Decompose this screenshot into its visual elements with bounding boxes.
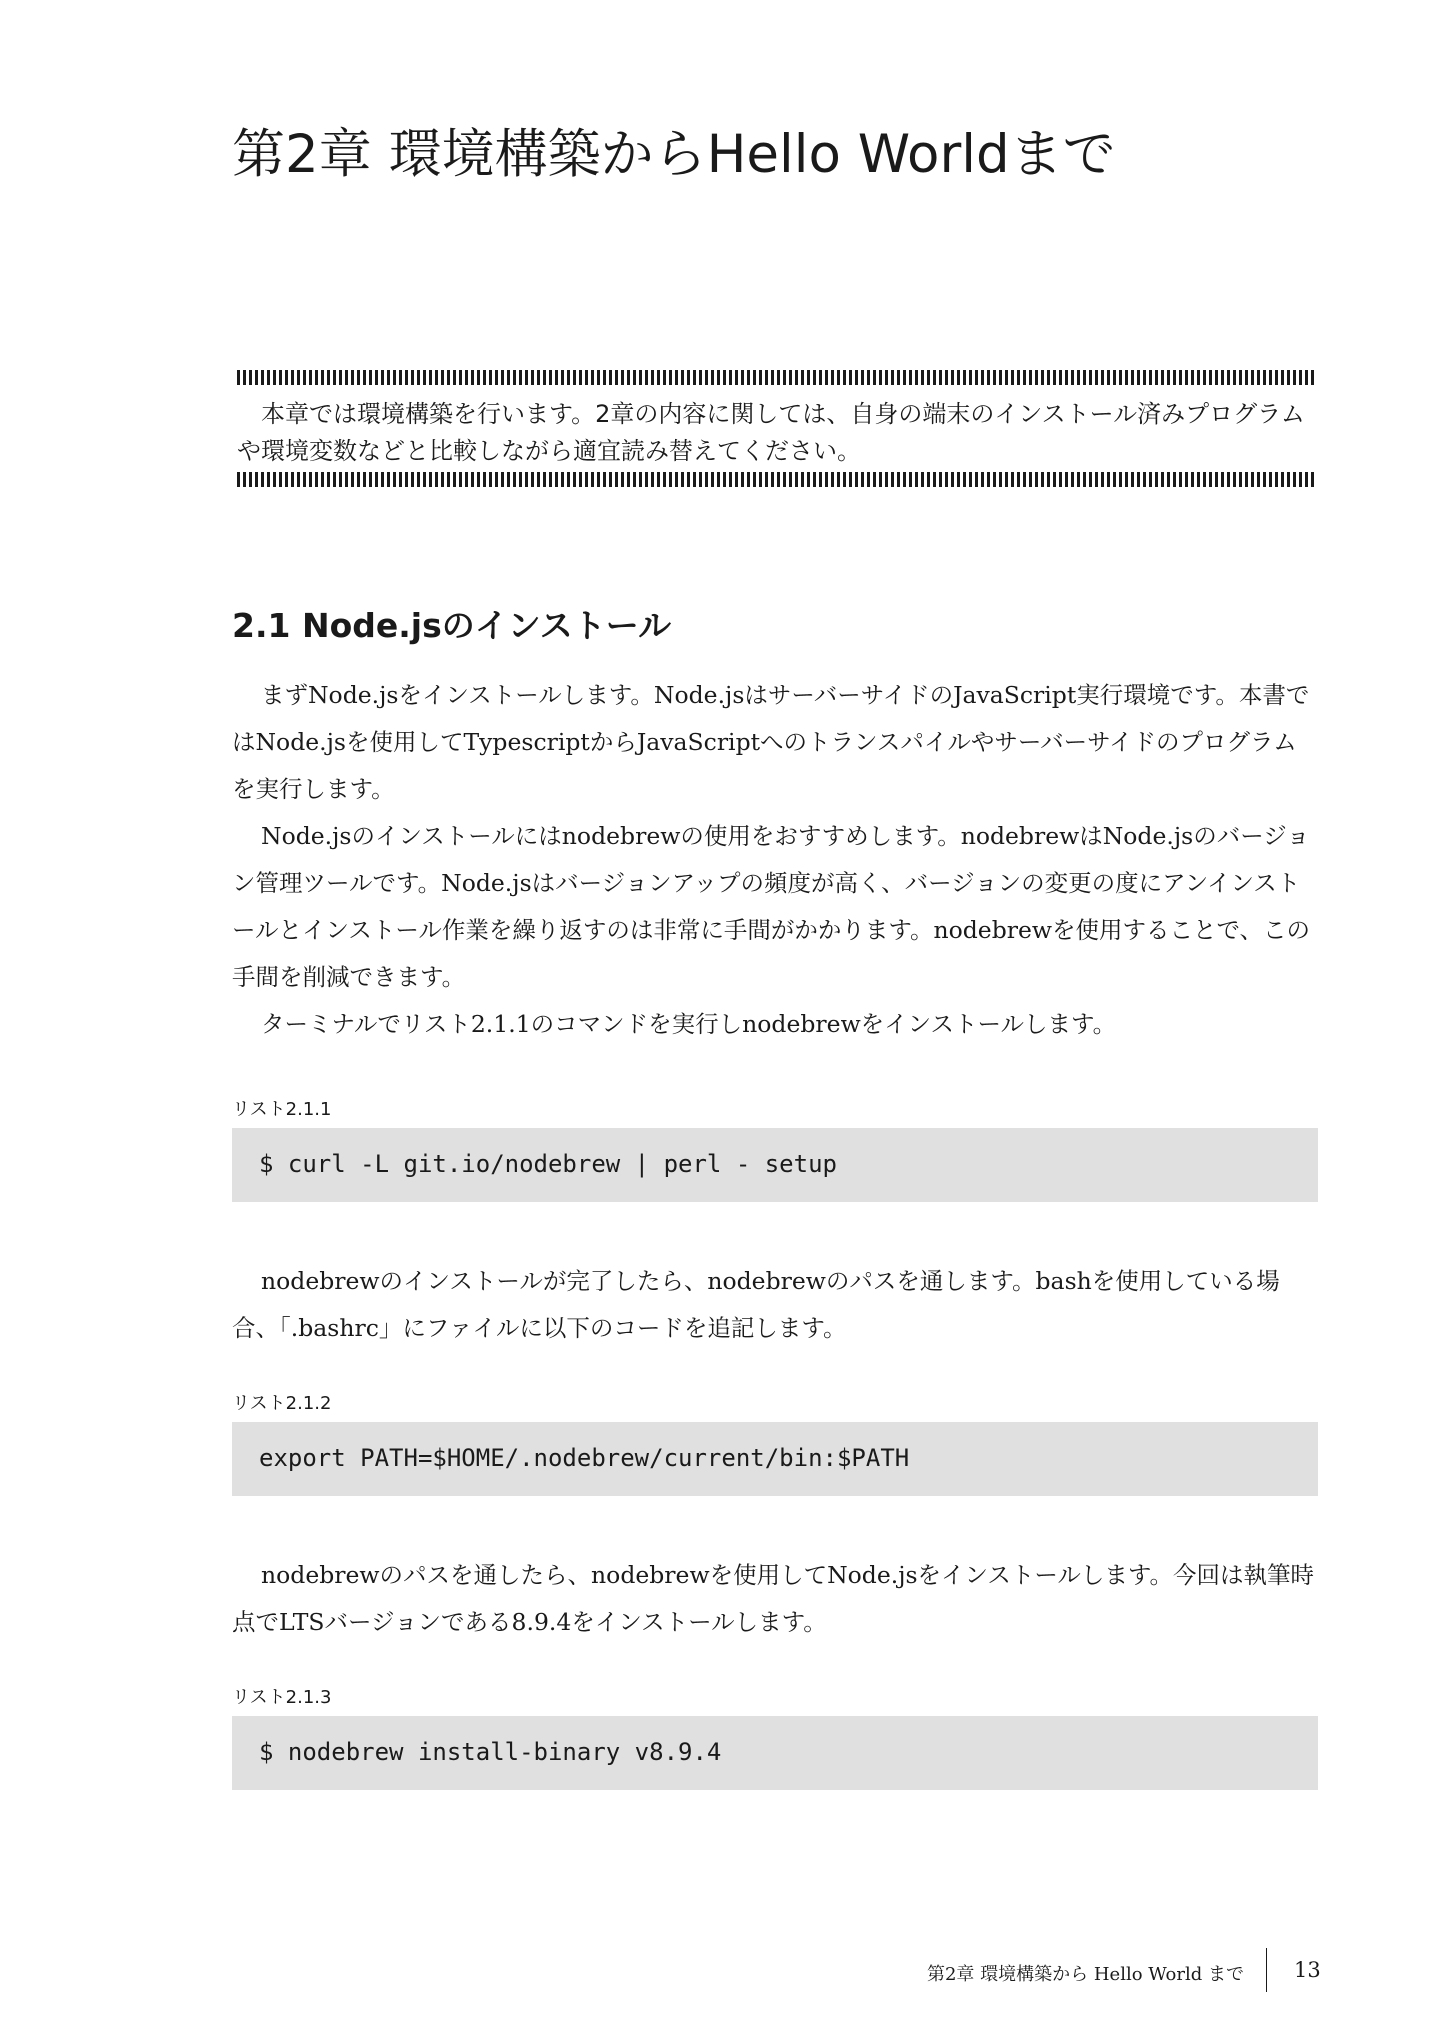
body-paragraph: Node.jsのインストールにはnodebrewの使用をおすすめします。nodebrewはNode.jsのバージョン管理ツールです。Node.jsはバージョンアップの頻度が高く、バージョンの変更の度にアンインストールとインストール作業を繰り返すのは非常に手間がかかります。nodebrewを使用することで、この手間を削減できます。 [232, 822, 1311, 991]
intro-box-bottom-rule [237, 472, 1315, 487]
intro-box-top-rule [237, 370, 1315, 385]
body-paragraph: nodebrewのインストールが完了したら、nodebrewのパスを通します。bashを使用している場合、「.bashrc」にファイルに以下のコードを追記します。 [232, 1267, 1280, 1342]
code-block [232, 1716, 1318, 1790]
footer-divider [1266, 1948, 1267, 1992]
body-paragraph: nodebrewのパスを通したら、nodebrewを使用してNode.jsをインストールします。今回は執筆時点でLTSバージョンである8.9.4をインストールします。 [232, 1561, 1314, 1636]
code-line: export PATH=$HOME/.nodebrew/current/bin:$PATH [259, 1444, 910, 1472]
body-paragraph: ターミナルでリスト2.1.1のコマンドを実行しnodebrewをインストールします。 [261, 1010, 1117, 1038]
code-block [232, 1128, 1318, 1202]
running-head: 第2章 環境構築から Hello World まで [926, 1964, 1244, 1985]
listing-label: リスト2.1.1 [232, 1099, 332, 1120]
listing-label: リスト2.1.2 [232, 1393, 332, 1414]
body-paragraph: まずNode.jsをインストールします。Node.jsはサーバーサイドのJavaScript実行環境です。本書ではNode.jsを使用してTypescriptからJavaScriptへのトランスパイルやサーバーサイドのプログラムを実行します。 [232, 681, 1310, 803]
code-line: $ nodebrew install-binary v8.9.4 [259, 1738, 722, 1766]
code-block [232, 1422, 1318, 1496]
page-number: 13 [1294, 1958, 1321, 1982]
code-line: $ curl -L git.io/nodebrew | perl - setup [259, 1150, 837, 1178]
section-title: 2.1 Node.jsのインストール [232, 606, 672, 645]
listing-label: リスト2.1.3 [232, 1687, 332, 1708]
chapter-title: 第2章 環境構築からHello Worldまで [232, 124, 1116, 185]
intro-box-text [237, 396, 1317, 470]
intro-text: 本章では環境構築を行います。2章の内容に関しては、自身の端末のインストール済みプログラムや環境変数などと比較しながら適宜読み替えてください。 [237, 400, 1305, 465]
